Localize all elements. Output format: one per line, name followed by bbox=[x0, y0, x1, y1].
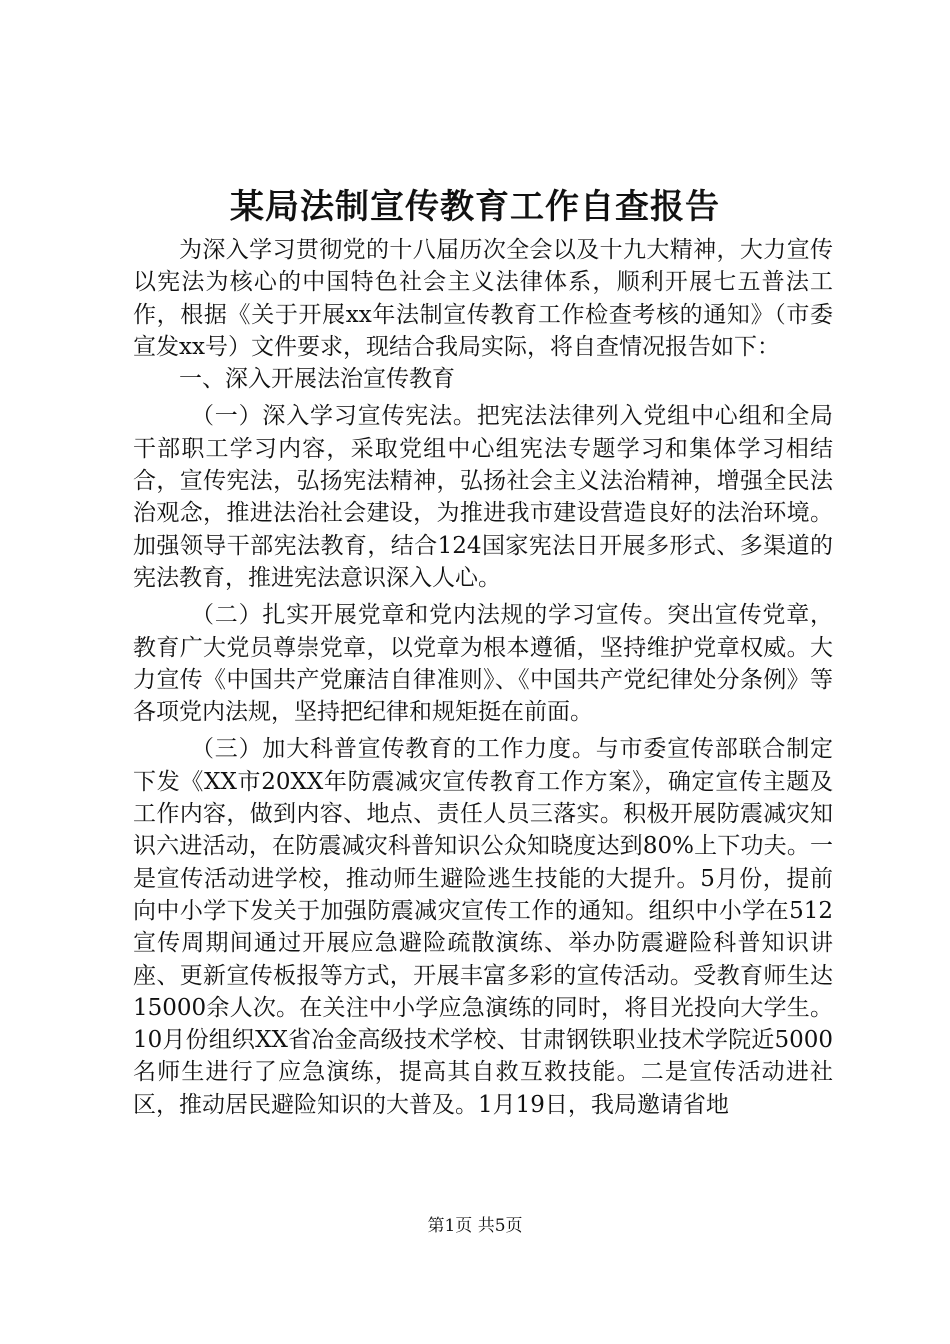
subsection-paragraph-1: （一）深入学习宣传宪法。把宪法法律列入党组中心组和全局干部职工学习内容，采取党组中心组宪法专题学习和集体学习相结合，宣传宪法，弘扬宪法精神，弘扬社会主义法治精神，增强全民法治观念，推进法治社会建设，为推进我市建设营造良好的法治环境。加强领导干部宪法教育，结合124国家宪法日开展多形式、多渠道的宪法教育，推进宪法意识深入人心。 bbox=[133, 403, 833, 591]
page-title: 某局法制宣传教育工作自查报告 bbox=[230, 187, 720, 227]
intro-paragraph: 为深入学习贯彻党的十八届历次全会以及十九大精神，大力宣传以宪法为核心的中国特色社会主义法律体系，顺利开展七五普法工作，根据《关于开展xx年法制宣传教育工作检查考核的通知》（市委宣发xx号）文件要求，现结合我局实际，将自查情况报告如下： bbox=[133, 237, 833, 360]
page-number: 第1页 共5页 bbox=[427, 1216, 523, 1236]
subsection-paragraph-3: （三）加大科普宣传教育的工作力度。与市委宣传部联合制定下发《XX市20XX年防震减灾宣传教育工作方案》，确定宣传主题及工作内容，做到内容、地点、责任人员三落实。积极开展防震减灾知识六进活动，在防震减灾科普知识公众知晓度达到80%上下功夫。一是宣传活动进学校，推动师生避险逃生技能的大提升。5月份，提前向中小学下发关于加强防震减灾宣传工作的通知。组织中小学在512宣传周期间通过开展应急避险疏散演练、举办防震避险科普知识讲座、更新宣传板报等方式，开展丰富多彩的宣传活动。受教育师生达15000余人次。在关注中小学应急演练的同时，将目光投向大学生。10月份组织XX省冶金高级技术学校、甘肃钢铁职业技术学院近5000名师生进行了应急演练，提高其自救互救技能。二是宣传活动进社区，推动居民避险知识的大普及。1月19日，我局邀请省地 bbox=[133, 736, 833, 1118]
section-heading: 一、深入开展法治宣传教育 bbox=[179, 366, 455, 393]
subsection-paragraph-2: （二）扎实开展党章和党内法规的学习宣传。突出宣传党章，教育广大党员尊崇党章，以党章为根本遵循，坚持维护党章权威。大力宣传《中国共产党廉洁自律准则》、《中国共产党纪律处分条例》等各项党内法规，坚持把纪律和规矩挺在前面。 bbox=[133, 602, 833, 726]
document-body bbox=[133, 234, 833, 1121]
